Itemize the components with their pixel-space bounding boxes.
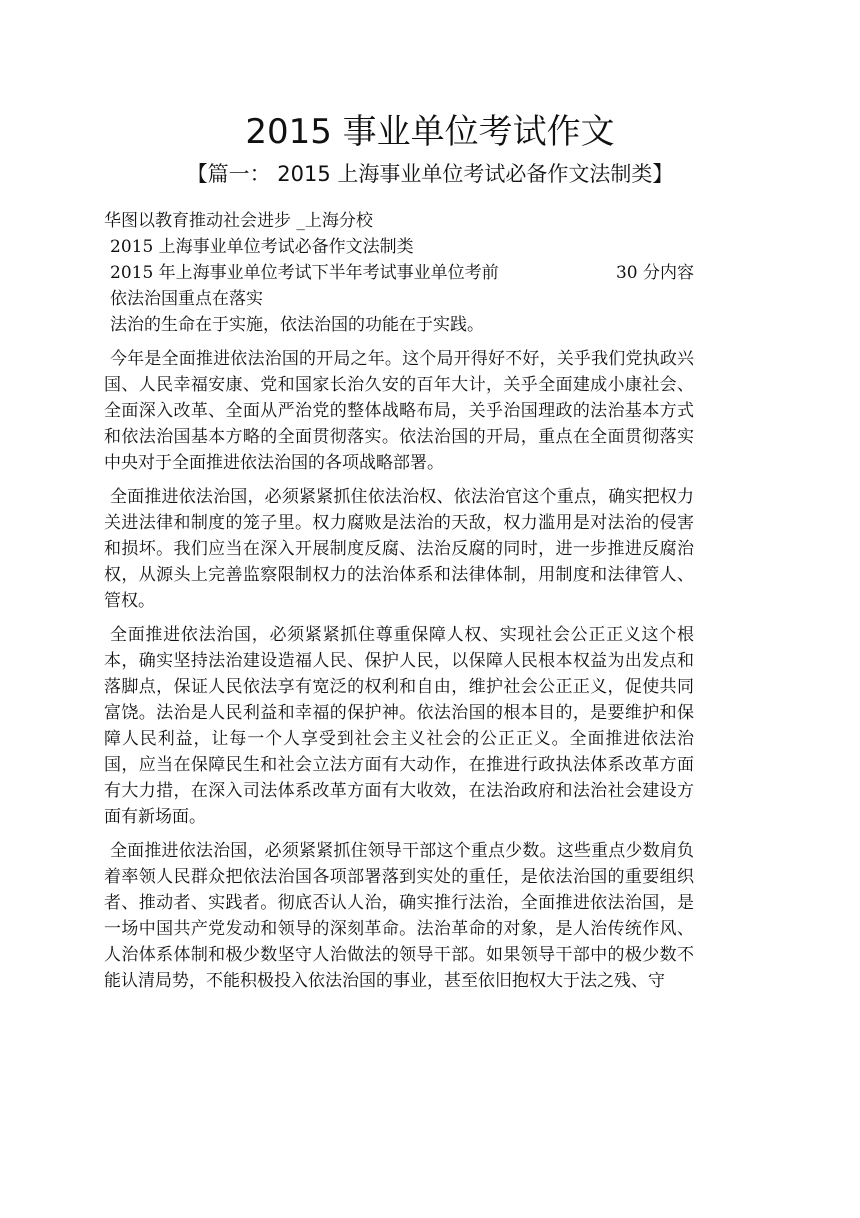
document-title: 2015 事业单位考试作文 — [245, 112, 615, 152]
document-body — [104, 208, 694, 994]
exam-info-line — [104, 260, 694, 286]
exam-info-left: 2015 年上海事业单位考试下半年考试事业单位考前 — [110, 263, 499, 283]
document-subtitle: 【篇一： 2015 上海事业单位考试必备作文法制类】 — [186, 162, 674, 186]
lead-sentence: 法治的生命在于实施，依法治国的功能在于实践。 — [110, 315, 484, 335]
heading-line: 2015 上海事业单位考试必备作文法制类 — [110, 237, 414, 257]
paragraph: 全面推进依法治国，必须紧紧抓住领导干部这个重点少数。这些重点少数肩负着率领人民群众把依法治国各项部署落到实处的重任，是依法治国的重要组织者、推动者、实践者。彻底否认人治，确实推行法治，全面推进依法治国，是一场中国共产党发动和领导的深刻革命。法治革命的对象，是人治传统作风、人治体系体制和极少数坚守人治做法的领导干部。如果领导干部中的极少数不能认清局势，不能积极投入依法治国的事业，甚至依旧抱权大于法之残、守 — [104, 841, 694, 991]
paragraph: 今年是全面推进依法治国的开局之年。这个局开得好不好，关乎我们党执政兴国、人民幸福安康、党和国家长治久安的百年大计，关乎全面建成小康社会、全面深入改革、全面从严治党的整体战略布局，关乎治国理政的法治基本方式和依法治国基本方略的全面贯彻落实。依法治国的开局，重点在全面贯彻落实中央对于全面推进依法治国的各项战略部署。 — [104, 349, 694, 473]
paragraph: 全面推进依法治国，必须紧紧抓住尊重保障人权、实现社会公正正义这个根本，确实坚持法治建设造福人民、保护人民，以保障人民根本权益为出发点和落脚点，保证人民依法享有宽泛的权利和自由，维护社会公正正义，促使共同富饶。法治是人民利益和幸福的保护神。依法治国的根本目的，是要维护和保障人民利益，让每一个人享受到社会主义社会的公正正义。全面推进依法治国，应当在保障民生和社会立法方面有大动作，在推进行政执法体系改革方面有大力措，在深入司法体系改革方面有大收效，在法治政府和法治社会建设方面有新场面。 — [104, 625, 694, 827]
source-line: 华图以教育推动社会进步 _上海分校 — [104, 211, 373, 231]
exam-info-right: 30 分内容 — [615, 263, 694, 283]
paragraph: 全面推进依法治国，必须紧紧抓住依法治权、依法治官这个重点，确实把权力关进法律和制度的笼子里。权力腐败是法治的天敌，权力滥用是对法治的侵害和损坏。我们应当在深入开展制度反腐、法治反腐的同时，进一步推进反腐治权，从源头上完善监察限制权力的法治体系和法律体制，用制度和法律管人、管权。 — [104, 487, 694, 611]
topic-line: 依法治国重点在落实 — [110, 289, 263, 309]
